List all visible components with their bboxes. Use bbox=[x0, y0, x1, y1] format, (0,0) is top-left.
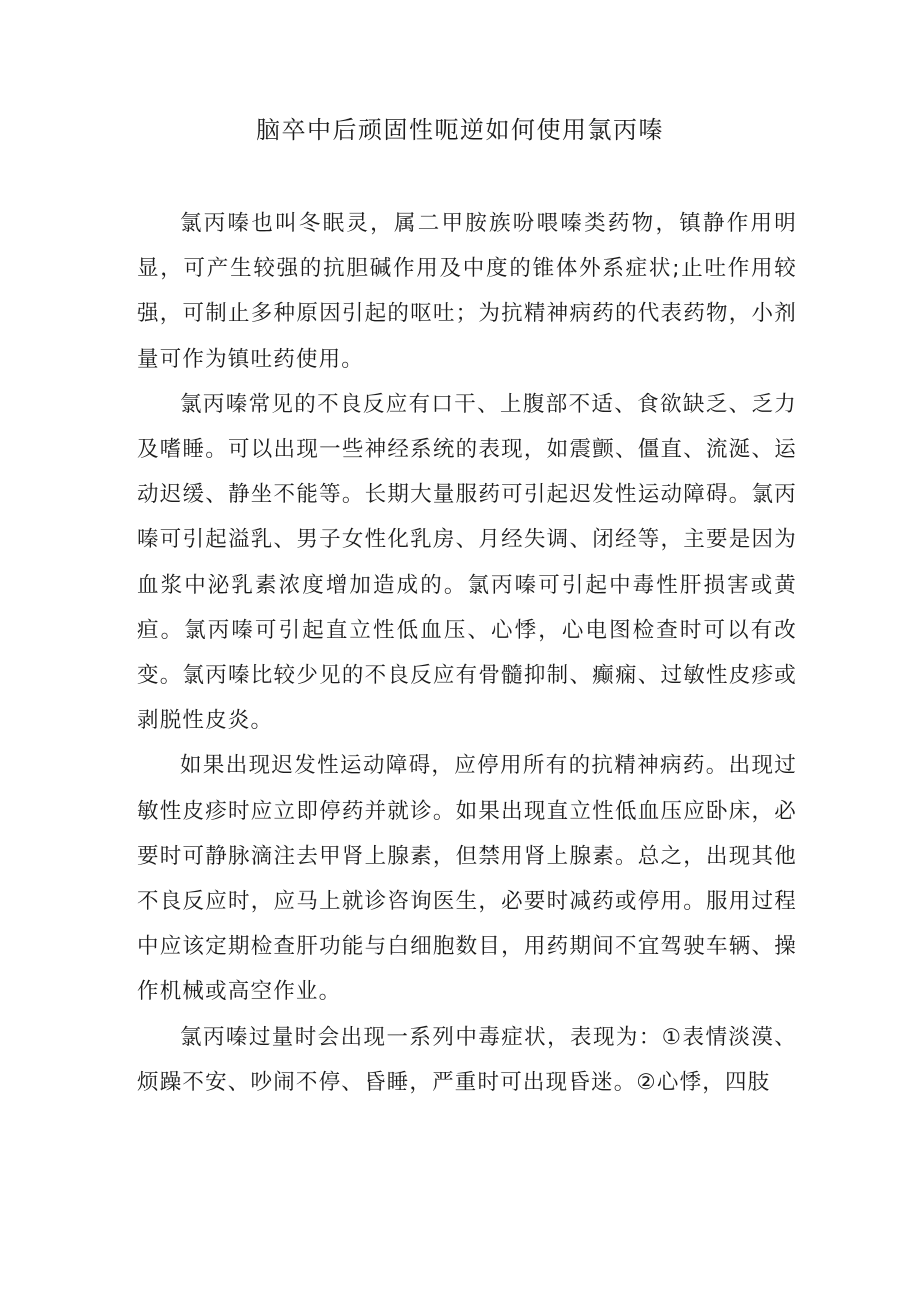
paragraph-intro: 氯丙嗪也叫冬眠灵，属二甲胺族吩喂嗪类药物，镇静作用明显，可产生较强的抗胆碱作用及中度的锥体外系症状;止吐作用较强，可制止多种原因引起的呕吐；为抗精神病药的代表药物，小剂量可作为镇吐药使用。 bbox=[137, 211, 797, 372]
paragraph-management: 如果出现迟发性运动障碍，应停用所有的抗精神病药。出现过敏性皮疹时应立即停药并就诊。如果出现直立性低血压应卧床，必要时可静脉滴注去甲肾上腺素，但禁用肾上腺素。总之，出现其他不良反应时，应马上就诊咨询医生，必要时减药或停用。服用过程中应该定期检查肝功能与白细胞数目，用药期间不宜驾驶车辆、操作机械或高空作业。 bbox=[137, 753, 797, 1005]
document-title: 脑卒中后顽固性呃逆如何使用氯丙嗪 bbox=[256, 116, 664, 144]
paragraph-overdose: 氯丙嗪过量时会出现一系列中毒症状，表现为：①表情淡漠、烦躁不安、吵闹不停、昏睡，严重时可出现昏迷。②心悸，四肢 bbox=[137, 1024, 797, 1095]
paragraph-adverse-reactions: 氯丙嗪常见的不良反应有口干、上腹部不适、食欲缺乏、乏力及嗜睡。可以出现一些神经系统的表现，如震颤、僵直、流涎、运动迟缓、静坐不能等。长期大量服药可引起迟发性运动障碍。氯丙嗪可引起溢乳、男子女性化乳房、月经失调、闭经等，主要是因为血浆中泌乳素浓度增加造成的。氯丙嗪可引起中毒性肝损害或黄疸。氯丙嗪可引起直立性低血压、心悸，心电图检查时可以有改变。氯丙嗪比较少见的不良反应有骨髓抑制、癫痫、过敏性皮疹或剥脱性皮炎。 bbox=[137, 391, 797, 734]
document-body bbox=[137, 201, 797, 1105]
